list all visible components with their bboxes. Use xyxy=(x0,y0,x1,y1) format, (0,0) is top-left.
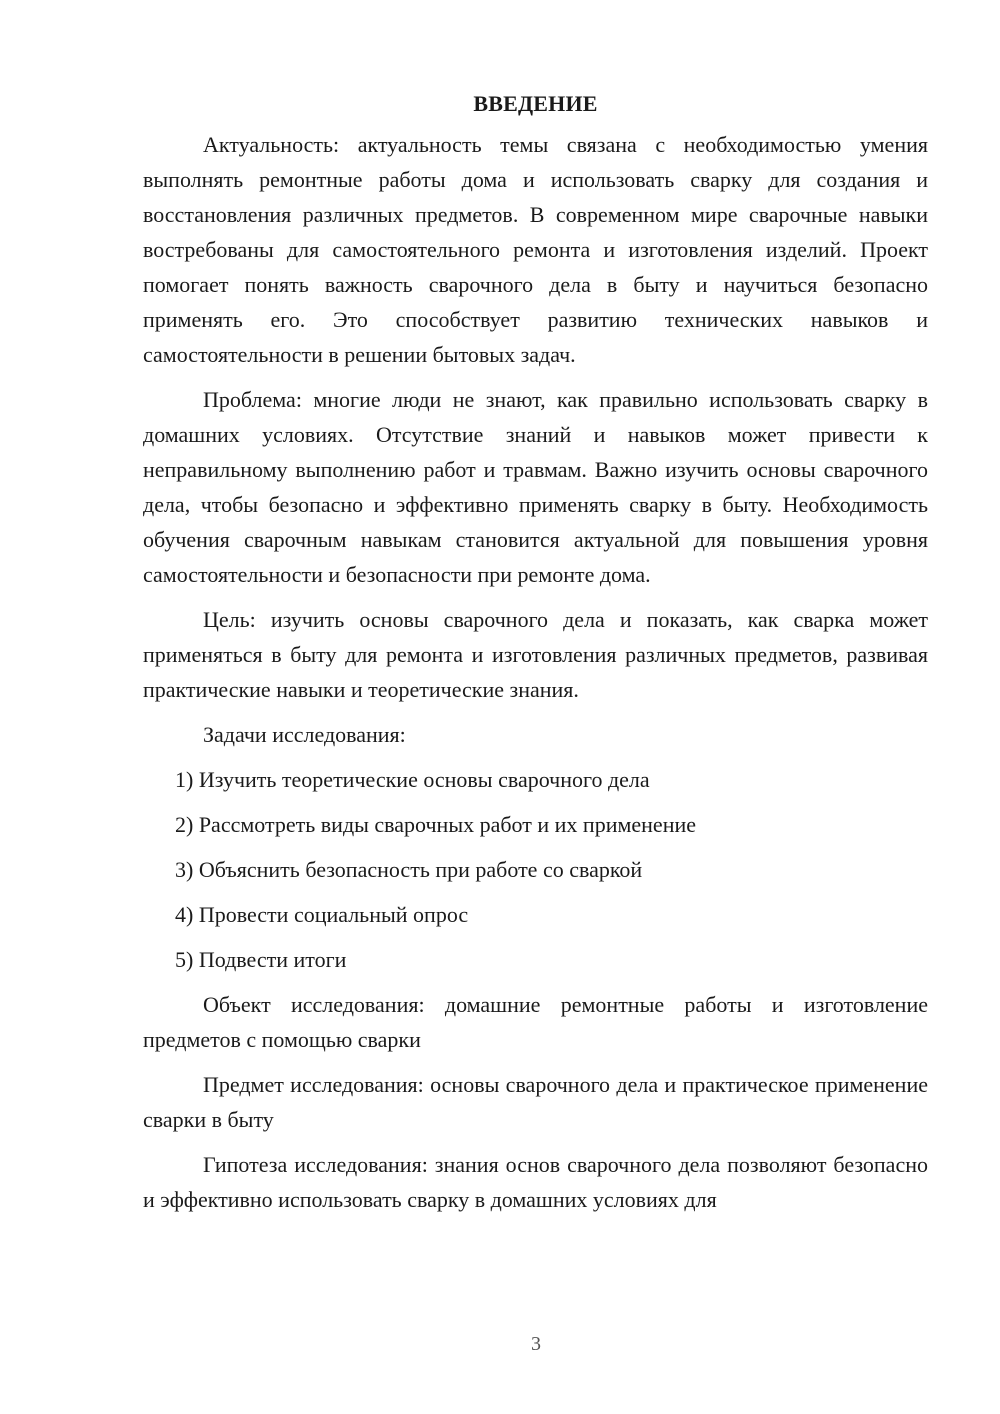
tasks-heading: Задачи исследования: xyxy=(203,722,406,747)
task-item-4: 4) Провести социальный опрос xyxy=(175,902,469,927)
paragraph-object: Объект исследования: домашние ремонтные работы и изготовление предметов с помощью сварки xyxy=(143,992,928,1052)
paragraph-problem: Проблема: многие люди не знают, как правильно использовать сварку в домашних условиях. Отсутствие знаний и навыков может привести к неправильному выполнению работ и травмам. Важно изучить основы сварочного дела, чтобы безопасно и эффективно применять сварку в быту. Необходимость обучения сварочным навыкам становится актуальной для повышения уровня самостоятельности и безопасности при ремонте дома. xyxy=(143,387,928,587)
task-item-5: 5) Подвести итоги xyxy=(175,947,347,972)
task-item-3: 3) Объяснить безопасность при работе со сваркой xyxy=(175,857,643,882)
paragraph-hypothesis: Гипотеза исследования: знания основ сварочного дела позволяют безопасно и эффективно использовать сварку в домашних условиях для xyxy=(143,1152,928,1212)
task-item-2: 2) Рассмотреть виды сварочных работ и их применение xyxy=(175,812,697,837)
section-title: ВВЕДЕНИЕ xyxy=(473,91,598,116)
page-number: 3 xyxy=(531,1333,541,1355)
paragraph-subject: Предмет исследования: основы сварочного дела и практическое применение сварки в быту xyxy=(143,1072,928,1132)
task-item-1: 1) Изучить теоретические основы сварочного дела xyxy=(175,767,650,792)
document-page xyxy=(143,90,928,1227)
paragraph-goal: Цель: изучить основы сварочного дела и показать, как сварка может применяться в быту для ремонта и изготовления различных предметов, развивая практические навыки и теоретические знания. xyxy=(143,607,928,702)
paragraph-relevance: Актуальность: актуальность темы связана с необходимостью умения выполнять ремонтные работы дома и использовать сварку для создания и восстановления различных предметов. В современном мире сварочные навыки востребованы для самостоятельного ремонта и изготовления изделий. Проект помогает понять важность сварочного дела в быту и научиться безопасно применять его. Это способствует развитию технических навыков и самостоятельности в решении бытовых задач. xyxy=(143,132,928,367)
tasks-list xyxy=(143,762,928,977)
